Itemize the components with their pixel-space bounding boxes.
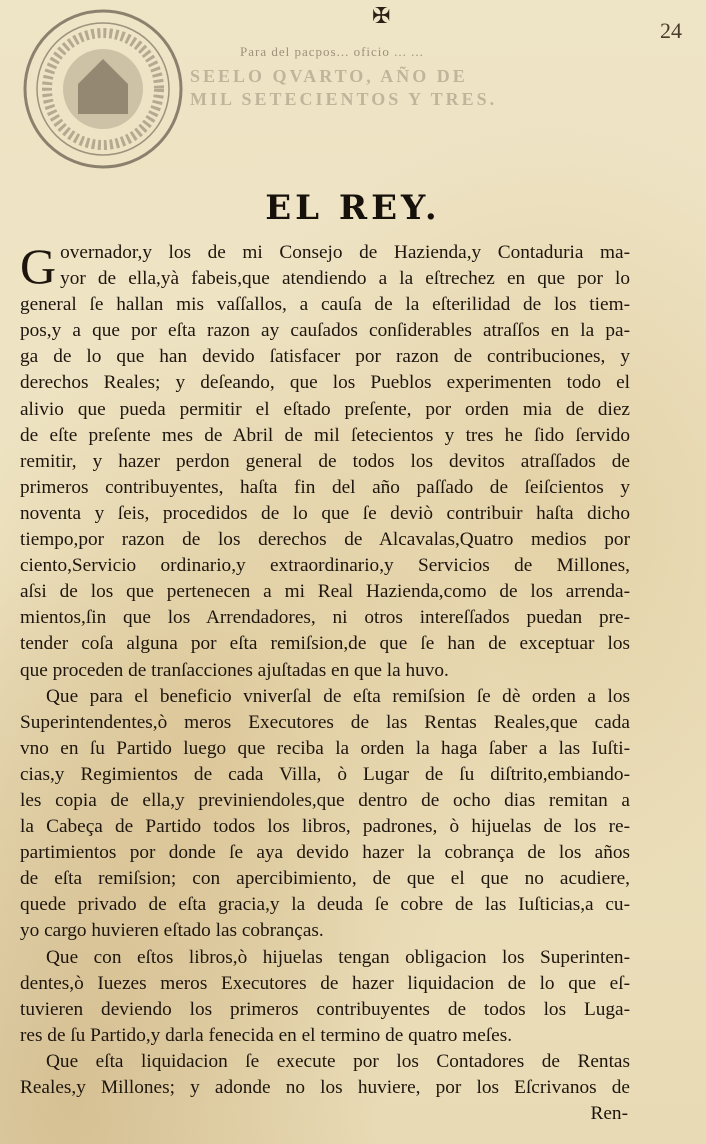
text-line: Reales,y Millones; y adonde no los huviere, por los Eſcrivanos de [20, 1077, 630, 1098]
seal-stamp [18, 4, 188, 174]
body-text [20, 240, 630, 1127]
page-number: 24 [660, 18, 682, 43]
text-line: mientos,ſin que los Arrendadores, ni otros intereſſados puedan pre- [20, 607, 630, 629]
bleed-line-2: MIL SETECIENTOS Y TRES. [190, 89, 498, 109]
text-line: yor de ella,yà fabeis,que atendiendo a la eſtrechez en que por lo [60, 268, 630, 290]
text-line: tuvieren deviendo los primeros contribuyentes de todos los Luga- [20, 998, 630, 1020]
text-line: Que eſta liquidacion ſe execute por los Contadores de Rentas [46, 1050, 630, 1072]
text-line: remitir, y hazer perdon general de todos los devitos atraſſados de [20, 450, 630, 472]
text-line: tiempo,por razon de los derechos de Alcavalas,Quatro medios por [20, 529, 630, 551]
text-line: noventa y ſeis, procedidos de lo que ſe deviò contribuir haſta dicho [20, 502, 630, 524]
catchword: Ren- [590, 1103, 628, 1125]
text-line: aſsi de los que pertenecen a mi Real Hazienda,como de los arrenda- [20, 581, 630, 603]
text-line: les copia de ella,y previniendoles,que dentro de ocho dias remitan a [20, 789, 630, 811]
bleed-through-text [190, 66, 650, 110]
text-line: quede privado de eſta gracia,y la deuda ſe cobre de las Iuſticias,a cu- [20, 894, 630, 916]
text-line: overnador,y los de mi Consejo de Hazienda,y Contaduria ma- [60, 242, 630, 263]
text-line: dentes,ò Iuezes meros Executores de hazer liquidacion de lo que eſ- [20, 972, 630, 994]
text-line: primeros contribuyentes, haſta fin del año paſſado de ſeiſcientos y [20, 476, 630, 498]
cross-mark: ✠ [372, 4, 391, 29]
text-line: res de ſu Partido,y darla fenecida en el termino de quatro meſes. [20, 1024, 513, 1046]
text-line: derechos Reales; y deſeando, que los Pueblos experimenten todo el [20, 372, 630, 394]
text-line: la Cabeça de Partido todos los libros, padrones, ò hijuelas de los re- [20, 816, 630, 838]
text-line: ciento,Servicio ordinario,y extraordinario,y Servicios de Millones, [20, 555, 630, 577]
bleed-line-1: SEELO QVARTO, AÑO DE [190, 66, 468, 86]
text-line: de eſta remiſsion; con apercibimiento, de que el que no acudiere, [20, 868, 630, 890]
text-line: alivio que pueda permitir el eſtado preſente, por orden mia de diez [20, 398, 630, 420]
stamp-heading: Para del pacpos... oficio ... ... [240, 44, 424, 59]
text-line: que proceden de tranſacciones ajuſtadas en que la huvo. [20, 659, 449, 681]
text-line: general ſe hallan mis vaſſallos, a cauſa de la eſterilidad de los tiem- [20, 294, 630, 316]
text-line: cias,y Regimientos de cada Villa, ò Lugar de ſu diſtrito,embiando- [20, 763, 630, 785]
text-line: de eſte preſente mes de Abril de mil ſetecientos y tres he ſido ſervido [20, 424, 630, 446]
text-line: Superintendentes,ò meros Executores de las Rentas Reales,que cada [20, 711, 630, 733]
text-line: Que con eſtos libros,ò hijuelas tengan obligacion los Superinten- [46, 946, 630, 968]
drop-cap: G [20, 238, 57, 294]
text-line: vno en ſu Partido luego que reciba la orden la haga ſaber a las Iuſti- [20, 737, 630, 759]
text-line: ga de lo que han devido ſatisfacer por razon de contribuciones, y [20, 346, 630, 368]
document-title: EL REY. [265, 188, 441, 228]
text-line: partimientos por donde ſe aya devido hazer la cobrança de los años [20, 842, 630, 864]
text-line: yo cargo huvieren eſtado las cobranças. [20, 920, 324, 942]
text-line: Que para el beneficio vniverſal de eſta remiſsion ſe dè orden a los [46, 685, 630, 707]
text-line: pos,y a que por eſta razon ay cauſados conſiderables atraſſos en la pa- [20, 320, 630, 342]
text-line: tender coſa alguna por eſta remiſsion,de que ſe han de exceptuar los [20, 633, 630, 655]
